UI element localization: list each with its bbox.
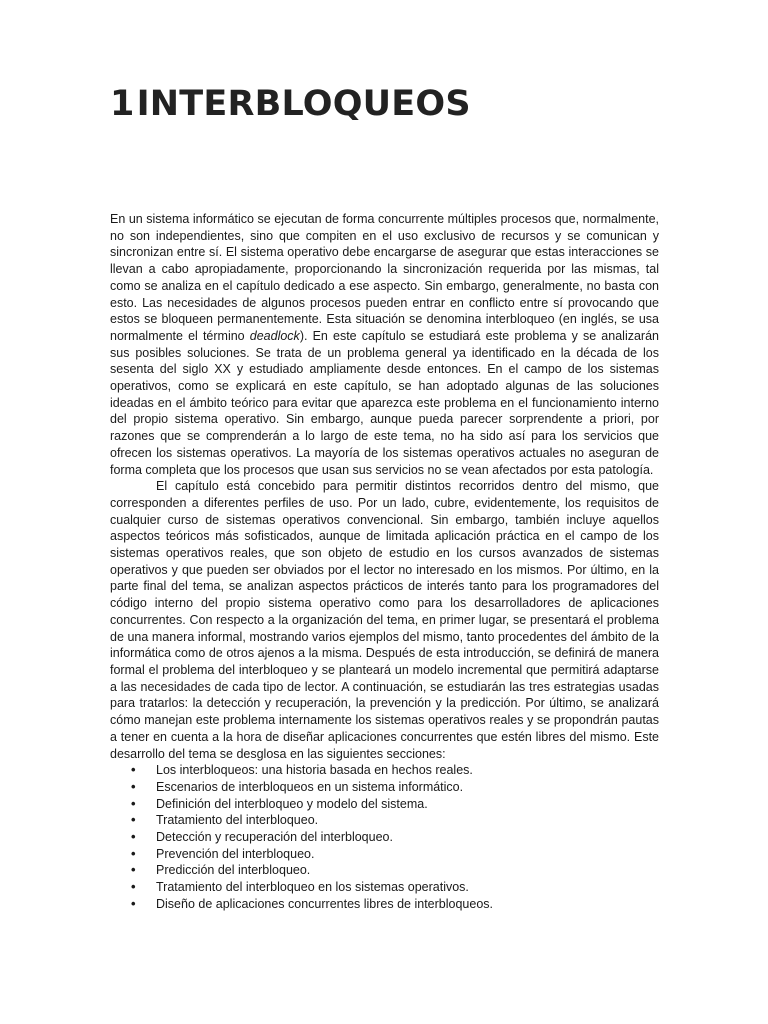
section-item-label: Prevención del interbloqueo. [156,846,315,861]
section-item-label: Tratamiento del interbloqueo. [156,813,319,828]
chapter-body [110,211,659,913]
list-item [110,779,659,796]
list-item [110,762,659,779]
chapter-name: INTERBLOQUEOS [136,84,471,124]
bullet-icon: • [131,762,136,778]
section-list [110,762,659,912]
chapter-number: 1 [110,84,135,124]
list-item [110,879,659,896]
bullet-icon: • [131,795,136,811]
section-item-label: Los interbloqueos: una historia basada en hechos reales. [156,763,473,778]
organization-paragraph: El capítulo está concebido para permitir distintos recorridos dentro del mismo, que corresponden a diferentes perfiles de uso. Por un lado, cubre, evidentemente, los requisitos de cualquier curso de sistemas operativos convencional. Sin embargo, también incluye aquellos aspectos teóricos más sofisticados, aunque de limitada aplicación práctica en el campo de los sistemas operativos reales, que son objeto de estudio en los cursos avanzados de sistemas operativos y que pueden ser obviados por el lector no interesado en los mismos. Por último, en la parte final del tema, se analizan aspectos prácticos de interés tanto para los programadores del código interno del propio sistema operativo como para los desarrolladores de aplicaciones concurrentes. Con respecto a la organización del tema, en primer lugar, se presentará el problema de una manera informal, mostrando varios ejemplos del mismo, tanto procedentes del ámbito de la informática como de otros ajenos a la misma. Después de esta introducción, se definirá de manera formal el problema del interbloqueo y se planteará un modelo incremental que permitirá adaptarse a las necesidades de cada tipo de lector. A continuación, se estudiarán las tres estrategias usadas para tratarlos: la detección y recuperación, la prevención y la predicción. Por último, se analizará cómo manejan este problema internamente los sistemas operativos reales y se propondrán pautas a tener en cuenta a la hora de diseñar aplicaciones concurrentes que estén libres del mismo. Este desarrollo del tema se desglosa en las siguientes secciones: [110,479,659,761]
bullet-icon: • [131,879,136,895]
list-item [110,846,659,863]
list-item [110,896,659,913]
section-item-label: Predicción del interbloqueo. [156,863,311,878]
section-item-label: Detección y recuperación del interbloqueo. [156,830,393,845]
intro-text-after-term: ). En este capítulo se estudiará este problema y se analizarán sus posibles soluciones. Se trata de un problema general ya identificado en la década de los sesenta del siglo XX y estudiado ampliamente desde entonces. En el campo de los sistemas operativos, como se explicará en este capítulo, se han adoptado algunas de las soluciones ideadas en el ámbito teórico para evitar que aparezca este problema en el funcionamiento interno del propio sistema operativo. Sin embargo, aunque pueda parecer sorprendente a priori, por razones que se comprenderán a lo largo de este tema, no ha sido así para los servicios que ofrecen los sistemas operativos. La mayoría de los sistemas operativos actuales no aseguran de forma completa que los procesos que usan sus servicios no se vean afectados por esta patología. [110,328,659,477]
list-item [110,812,659,829]
intro-italic-term: deadlock [249,328,300,343]
section-item-label: Tratamiento del interbloqueo en los sistemas operativos. [156,880,469,895]
bullet-icon: • [131,778,136,794]
list-item [110,829,659,846]
intro-paragraph [110,211,659,478]
bullet-icon: • [131,862,136,878]
bullet-icon: • [131,812,136,828]
bullet-icon: • [131,829,136,845]
section-item-label: Definición del interbloqueo y modelo del sistema. [156,796,428,811]
bullet-icon: • [131,845,136,861]
section-item-label: Diseño de aplicaciones concurrentes libres de interbloqueos. [156,896,494,911]
chapter-title [110,84,471,124]
list-item [110,796,659,813]
list-item [110,862,659,879]
intro-text-before-term: En un sistema informático se ejecutan de forma concurrente múltiples procesos que, normalmente, no son independientes, sino que compiten en el uso exclusivo de recursos y se comunican y sincronizan entre sí. El sistema operativo debe encargarse de asegurar que estas interacciones se llevan a cabo apropiadamente, proporcionando la sincronización requerida por las mismas, tal como se analiza en el capítulo dedicado a ese aspecto. Sin embargo, generalmente, no basta con esto. Las necesidades de algunos procesos pueden entrar en conflicto entre sí provocando que estos se bloqueen permanentemente. Esta situación se denomina interbloqueo (en inglés, se usa normalmente el término [110,212,659,343]
bullet-icon: • [131,895,136,911]
section-item-label: Escenarios de interbloqueos en un sistema informático. [156,779,464,794]
